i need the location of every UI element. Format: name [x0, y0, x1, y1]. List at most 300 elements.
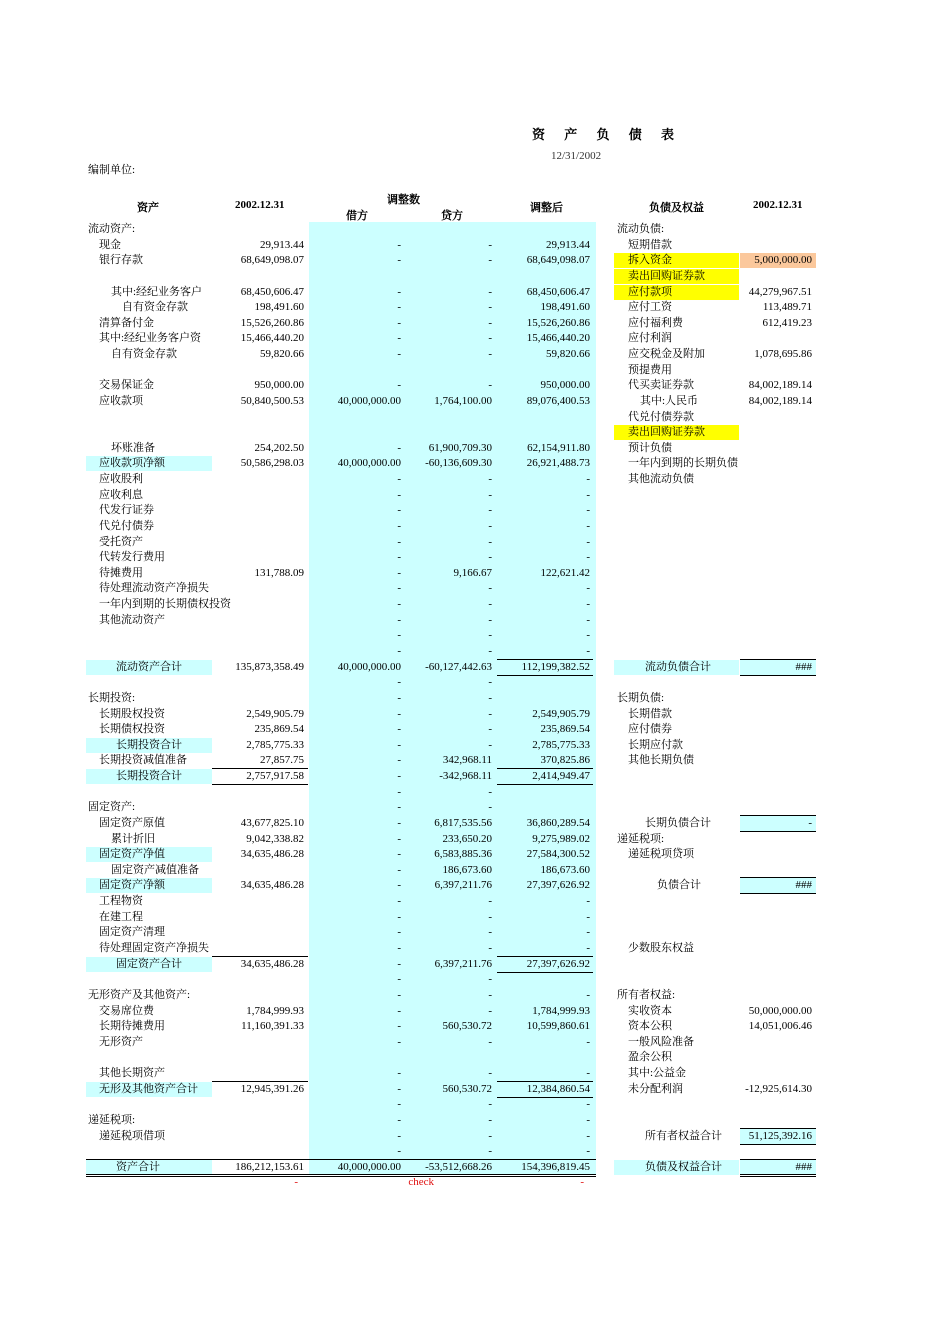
asset-value-2002: 186,212,153.61	[235, 1160, 304, 1173]
liability-label: 实收资本	[628, 1004, 672, 1017]
credit-value: -	[488, 926, 492, 939]
debit-value: -	[397, 566, 401, 579]
debit-value: -	[397, 816, 401, 829]
credit-value: -	[488, 238, 492, 251]
adjusted-value: 15,526,260.86	[526, 316, 590, 329]
debit-value: -	[397, 285, 401, 298]
asset-label: 其中:经纪业务客户资	[99, 332, 202, 345]
adjusted-value: -	[586, 988, 590, 1001]
liability-label: 递延税项贷项	[628, 848, 694, 861]
liability-label: 一般风险准备	[628, 1035, 694, 1048]
liability-value: ###	[795, 660, 812, 673]
credit-value: -	[488, 785, 492, 798]
adjusted-value: -	[586, 1035, 590, 1048]
credit-value: 186,673.60	[442, 863, 492, 876]
debit-value: -	[397, 1098, 401, 1111]
asset-value-2002: 950,000.00	[254, 379, 304, 392]
credit-value: -	[488, 1067, 492, 1080]
credit-value: 560,530.72	[442, 1020, 492, 1033]
debit-value: -	[397, 1035, 401, 1048]
adjusted-value: 9,275,989.02	[532, 832, 590, 845]
credit-value: 1,764,100.00	[434, 394, 492, 407]
debit-value: -	[397, 613, 401, 626]
adjusted-value: -	[586, 1113, 590, 1126]
adjusted-value: 29,913.44	[546, 238, 590, 251]
liability-value: 113,489.71	[762, 301, 812, 314]
adjusted-value: -	[586, 613, 590, 626]
adjusted-value: 2,549,905.79	[532, 707, 590, 720]
liability-label: 拆入资金	[628, 254, 672, 267]
asset-label: 长期待摊费用	[99, 1020, 165, 1033]
asset-label: 受托资产	[99, 535, 143, 548]
liability-value: -12,925,614.30	[745, 1082, 812, 1095]
asset-label: 一年内到期的长期债权投资	[99, 598, 231, 611]
asset-label: 其他长期资产	[99, 1067, 165, 1080]
asset-label: 代发行证券	[99, 504, 154, 517]
debit-value: -	[397, 1113, 401, 1126]
debit-value: -	[397, 473, 401, 486]
credit-value: 6,817,535.56	[434, 816, 492, 829]
adjusted-value: 154,396,819.45	[521, 1160, 590, 1173]
debit-value: -	[397, 910, 401, 923]
liability-value: 51,125,392.16	[748, 1129, 812, 1142]
asset-label: 固定资产清理	[99, 926, 165, 939]
asset-label: 交易席位费	[99, 1004, 154, 1017]
header-adjusted: 调整后	[530, 202, 563, 214]
credit-value: -53,512,668.26	[425, 1160, 492, 1173]
credit-value: 342,968.11	[442, 754, 492, 767]
credit-value: -	[488, 1035, 492, 1048]
asset-label: 长期投资减值准备	[99, 754, 187, 767]
credit-value: -	[488, 598, 492, 611]
credit-value: -	[488, 332, 492, 345]
liability-value: ###	[795, 879, 812, 892]
debit-value: -	[397, 801, 401, 814]
asset-value-2002: 1,784,999.93	[246, 1004, 304, 1017]
credit-value: -	[488, 941, 492, 954]
adjusted-value: -	[586, 895, 590, 908]
debit-value: -	[397, 1145, 401, 1158]
liability-label: 一年内到期的长期负债	[628, 457, 738, 470]
adjusted-value: -	[580, 1176, 584, 1189]
asset-label: 其中:经纪业务客户	[111, 285, 203, 298]
header-liabilities: 负债及权益	[649, 202, 704, 214]
asset-label: 长期股权投资	[99, 707, 165, 720]
liability-value: 84,002,189.14	[748, 394, 812, 407]
asset-value-2002: 235,869.54	[254, 723, 304, 736]
liability-label: 短期借款	[628, 238, 672, 251]
credit-value: check	[408, 1176, 434, 1189]
credit-value: -	[488, 473, 492, 486]
debit-value: -	[397, 941, 401, 954]
debit-value: -	[397, 988, 401, 1001]
asset-label: 银行存款	[99, 254, 143, 267]
asset-label: 流动资产合计	[116, 660, 182, 673]
asset-label: 固定资产原值	[99, 816, 165, 829]
adjusted-value: 2,785,775.33	[532, 738, 590, 751]
adjusted-value: 26,921,488.73	[526, 457, 590, 470]
underline	[497, 1081, 593, 1082]
liability-label: 预提费用	[628, 363, 672, 376]
credit-value: -	[488, 801, 492, 814]
header-adjust: 调整数	[387, 194, 420, 206]
asset-label: 固定资产减值准备	[111, 863, 199, 876]
asset-label: 在建工程	[99, 910, 143, 923]
liability-label: 流动负债:	[617, 223, 665, 235]
credit-value: -	[488, 316, 492, 329]
underline	[212, 768, 308, 769]
liability-label: 其中:公益金	[628, 1067, 687, 1080]
adjusted-value: 62,154,911.80	[527, 441, 590, 454]
asset-label: 应收款项净额	[99, 457, 165, 470]
liability-label: 负债合计	[657, 879, 701, 892]
liability-label: 其他长期负债	[628, 754, 694, 767]
asset-label: 待处理流动资产净损失	[99, 582, 209, 595]
asset-value-2002: 198,491.60	[254, 301, 304, 314]
asset-label: 待处理固定资产净损失	[99, 941, 209, 954]
asset-value-2002: 135,873,358.49	[235, 660, 304, 673]
liability-label: 应付福利费	[628, 316, 683, 329]
liability-label: 应付款项	[628, 285, 672, 298]
asset-value-2002: 68,450,606.47	[240, 285, 304, 298]
liability-label: 应付工资	[628, 301, 672, 314]
debit-value: -	[397, 707, 401, 720]
asset-value-2002: 59,820.66	[260, 348, 304, 361]
underline	[740, 893, 816, 894]
credit-value: -	[488, 988, 492, 1001]
adjusted-value: -	[586, 1098, 590, 1111]
asset-label: 流动资产:	[88, 223, 136, 235]
header-date-2: 2002.12.31	[753, 199, 803, 211]
asset-label: 应收利息	[99, 488, 143, 501]
credit-value: -	[488, 1129, 492, 1142]
credit-value: 6,397,211.76	[434, 957, 492, 970]
credit-value: 6,583,885.36	[434, 848, 492, 861]
liability-value: ###	[795, 1160, 812, 1173]
underline	[497, 675, 593, 676]
asset-value-2002: 43,677,825.10	[240, 816, 304, 829]
asset-label: 无形资产及其他资产:	[88, 988, 191, 1001]
asset-label: 交易保证金	[99, 379, 154, 392]
header-assets: 资产	[137, 202, 159, 214]
asset-value-2002: 68,649,098.07	[240, 254, 304, 267]
liability-label: 递延税项:	[617, 832, 665, 845]
adjusted-value: 10,599,860.61	[526, 1020, 590, 1033]
asset-value-2002: 254,202.50	[254, 441, 304, 454]
underline	[497, 784, 593, 785]
asset-label: 无形资产	[99, 1035, 143, 1048]
debit-value: -	[397, 957, 401, 970]
debit-value: -	[397, 1020, 401, 1033]
adjusted-value: -	[586, 941, 590, 954]
asset-value-2002: 9,042,338.82	[246, 832, 304, 845]
adjusted-value: 15,466,440.20	[526, 332, 590, 345]
credit-value: -	[488, 676, 492, 689]
adjusted-value: -	[586, 582, 590, 595]
credit-value: -	[488, 519, 492, 532]
adjusted-value: 12,384,860.54	[526, 1082, 590, 1095]
debit-value: 40,000,000.00	[337, 394, 401, 407]
debit-value: -	[397, 519, 401, 532]
asset-value-2002: 2,785,775.33	[246, 738, 304, 751]
credit-value: -	[488, 973, 492, 986]
adjusted-value: -	[586, 1067, 590, 1080]
adjusted-value: -	[586, 629, 590, 642]
debit-value: -	[397, 1082, 401, 1095]
asset-label: 代转发行费用	[99, 551, 165, 564]
credit-value: -	[488, 348, 492, 361]
debit-value: -	[397, 926, 401, 939]
credit-value: -	[488, 1145, 492, 1158]
unit-label: 编制单位:	[88, 164, 136, 176]
liability-label: 未分配利润	[628, 1082, 683, 1095]
adjusted-value: 27,584,300.52	[526, 848, 590, 861]
liability-label: 应交税金及附加	[628, 348, 705, 361]
credit-value: 233,650.20	[442, 832, 492, 845]
adjusted-value: 68,649,098.07	[526, 254, 590, 267]
adjusted-value: 1,784,999.93	[532, 1004, 590, 1017]
adjusted-value: -	[586, 926, 590, 939]
credit-value: -	[488, 895, 492, 908]
debit-value: -	[397, 488, 401, 501]
underline	[740, 815, 816, 816]
report-date: 12/31/2002	[551, 150, 602, 162]
debit-value: -	[397, 645, 401, 657]
liability-label: 流动负债合计	[645, 660, 711, 673]
underline	[740, 877, 816, 878]
asset-value-2002: 12,945,391.26	[240, 1082, 304, 1095]
asset-label: 固定资产净值	[99, 848, 165, 861]
credit-value: 9,166.67	[453, 566, 492, 579]
credit-value: -	[488, 910, 492, 923]
liability-label: 代兑付债券款	[628, 410, 694, 423]
asset-label: 工程物资	[99, 895, 143, 908]
asset-label: 坏账准备	[111, 441, 155, 454]
credit-value: -	[488, 301, 492, 314]
adjusted-value: -	[586, 1129, 590, 1142]
adjusted-value: -	[586, 488, 590, 501]
debit-value: -	[397, 379, 401, 392]
credit-value: -	[488, 551, 492, 564]
adjusted-value: 950,000.00	[540, 379, 590, 392]
asset-label: 固定资产:	[88, 801, 136, 814]
credit-value: -	[488, 723, 492, 736]
credit-value: -	[488, 1098, 492, 1111]
credit-value: -	[488, 738, 492, 751]
debit-value: -	[397, 1067, 401, 1080]
asset-value-2002: 27,857.75	[260, 754, 304, 767]
asset-label: 长期投资:	[88, 691, 136, 704]
debit-value: 40,000,000.00	[337, 1160, 401, 1173]
credit-value: 61,900,709.30	[428, 441, 492, 454]
asset-value-2002: 2,549,905.79	[246, 707, 304, 720]
credit-value: 560,530.72	[442, 1082, 492, 1095]
debit-value: -	[397, 973, 401, 986]
liability-label: 所有者权益合计	[645, 1129, 722, 1142]
underline	[740, 659, 816, 660]
header-date-1: 2002.12.31	[235, 199, 285, 211]
credit-value: -60,136,609.30	[425, 457, 492, 470]
debit-value: -	[397, 254, 401, 267]
asset-label: 其他流动资产	[99, 613, 165, 626]
liability-label: 其中:人民币	[640, 394, 699, 407]
debit-value: -	[397, 848, 401, 861]
credit-value: -60,127,442.63	[425, 660, 492, 673]
asset-label: 清算备付金	[99, 316, 154, 329]
credit-value: -	[488, 582, 492, 595]
credit-value: -	[488, 707, 492, 720]
debit-value: -	[397, 551, 401, 564]
liability-label: 卖出回购证券款	[628, 269, 705, 282]
liability-label: 资本公积	[628, 1020, 672, 1033]
debit-value: -	[397, 1129, 401, 1142]
underline	[86, 1159, 596, 1160]
asset-value-2002: 15,466,440.20	[240, 332, 304, 345]
debit-value: 40,000,000.00	[337, 457, 401, 470]
adjusted-value: -	[586, 910, 590, 923]
adjusted-value: 122,621.42	[540, 566, 590, 579]
debit-value: -	[397, 629, 401, 642]
header-debit: 借方	[346, 210, 368, 222]
liability-value: 1,078,695.86	[754, 348, 812, 361]
adjusted-value: -	[586, 504, 590, 517]
adjusted-value: 186,673.60	[540, 863, 590, 876]
liability-label: 长期借款	[628, 707, 672, 720]
liability-value: 50,000,000.00	[748, 1004, 812, 1017]
underline	[740, 831, 816, 832]
debit-value: -	[397, 738, 401, 751]
debit-value: -	[397, 863, 401, 876]
asset-value-2002: 15,526,260.86	[240, 316, 304, 329]
adjusted-value: -	[586, 598, 590, 611]
debit-value: -	[397, 348, 401, 361]
asset-label: 现金	[99, 238, 121, 251]
liability-value: 44,279,967.51	[748, 285, 812, 298]
debit-value: -	[397, 238, 401, 251]
adjusted-value: -	[586, 1145, 590, 1158]
credit-value: -342,968.11	[439, 770, 492, 783]
underline	[740, 1159, 816, 1160]
credit-value: -	[488, 254, 492, 267]
asset-label: 累计折旧	[111, 832, 155, 845]
underline	[740, 675, 816, 676]
asset-label: 自有资金存款	[122, 301, 188, 314]
liability-label: 卖出回购证券款	[628, 426, 705, 439]
liability-label: 代买卖证券款	[628, 379, 694, 392]
asset-value-2002: 50,586,298.03	[240, 457, 304, 470]
adjusted-value: 235,869.54	[540, 723, 590, 736]
liability-value: 84,002,189.14	[748, 379, 812, 392]
asset-label: 递延税项借项	[99, 1129, 165, 1142]
debit-value: -	[397, 301, 401, 314]
asset-value-2002: 34,635,486.28	[240, 848, 304, 861]
asset-value-2002: 50,840,500.53	[240, 394, 304, 407]
credit-value: -	[488, 629, 492, 642]
asset-label: 代兑付债券	[99, 519, 154, 532]
asset-value-2002: 34,635,486.28	[240, 879, 304, 892]
underline	[740, 1128, 816, 1129]
sheet-title: 资 产 负 债 表	[532, 127, 683, 142]
adjusted-value: 370,825.86	[540, 754, 590, 767]
credit-value: -	[488, 504, 492, 517]
adjusted-value: 59,820.66	[546, 348, 590, 361]
credit-value: -	[488, 535, 492, 548]
liability-label: 长期负债:	[617, 691, 665, 704]
asset-value-2002: 2,757,917.58	[246, 770, 304, 783]
asset-value-2002: 131,788.09	[254, 566, 304, 579]
credit-value: -	[488, 488, 492, 501]
debit-value: -	[397, 441, 401, 454]
credit-value: 6,397,211.76	[434, 879, 492, 892]
debit-value: -	[397, 832, 401, 845]
asset-label: 应收款项	[99, 394, 143, 407]
liability-label: 应付债券	[628, 723, 672, 736]
debit-value: -	[397, 895, 401, 908]
liability-label: 长期负债合计	[645, 816, 711, 829]
asset-label: 固定资产净额	[99, 879, 165, 892]
adjusted-value: -	[586, 645, 590, 657]
asset-value-2002: 29,913.44	[260, 238, 304, 251]
liability-label: 长期应付款	[628, 738, 683, 751]
asset-label: 资产合计	[116, 1160, 160, 1173]
adjusted-value: 68,450,606.47	[526, 285, 590, 298]
adjusted-value: 2,414,949.47	[532, 770, 590, 783]
credit-value: -	[488, 1004, 492, 1017]
underline	[497, 956, 593, 957]
debit-value: -	[397, 316, 401, 329]
liability-label: 盈余公积	[628, 1051, 672, 1064]
debit-value: -	[397, 504, 401, 517]
adjusted-value: 112,199,382.52	[521, 660, 590, 673]
debit-value: -	[397, 582, 401, 595]
credit-value: -	[488, 379, 492, 392]
liability-label: 其他流动负债	[628, 473, 694, 486]
adjusted-value: -	[586, 535, 590, 548]
adjusted-value: 198,491.60	[540, 301, 590, 314]
asset-label: 长期投资合计	[116, 738, 182, 751]
adjusted-value: 27,397,626.92	[526, 879, 590, 892]
debit-value: -	[397, 691, 401, 704]
double-underline	[740, 1173, 816, 1177]
adjusted-value: 27,397,626.92	[526, 957, 590, 970]
adjusted-value: 36,860,289.54	[526, 816, 590, 829]
asset-label: 长期投资合计	[116, 770, 182, 783]
underline	[497, 659, 593, 660]
adjusted-value: -	[586, 551, 590, 564]
liability-label: 预计负债	[628, 441, 672, 454]
header-credit: 贷方	[441, 210, 463, 222]
asset-label: 应收股利	[99, 473, 143, 486]
liability-label: 少数股东权益	[628, 941, 694, 954]
asset-label: 递延税项:	[88, 1113, 136, 1126]
liability-value: 14,051,006.46	[748, 1020, 812, 1033]
liability-label: 应付利润	[628, 332, 672, 345]
debit-value: -	[397, 723, 401, 736]
debit-value: -	[397, 1004, 401, 1017]
liability-label: 所有者权益:	[617, 988, 676, 1001]
adjusted-value: -	[586, 473, 590, 486]
liability-value: 5,000,000.00	[754, 254, 812, 267]
debit-value: -	[397, 754, 401, 767]
asset-value-2002: 34,635,486.28	[240, 957, 304, 970]
debit-value: 40,000,000.00	[337, 660, 401, 673]
underline	[497, 972, 593, 973]
asset-value-2002: -	[294, 1176, 298, 1189]
debit-value: -	[397, 332, 401, 345]
underline	[497, 768, 593, 769]
asset-label: 无形及其他资产合计	[99, 1082, 198, 1095]
credit-value: -	[488, 691, 492, 704]
